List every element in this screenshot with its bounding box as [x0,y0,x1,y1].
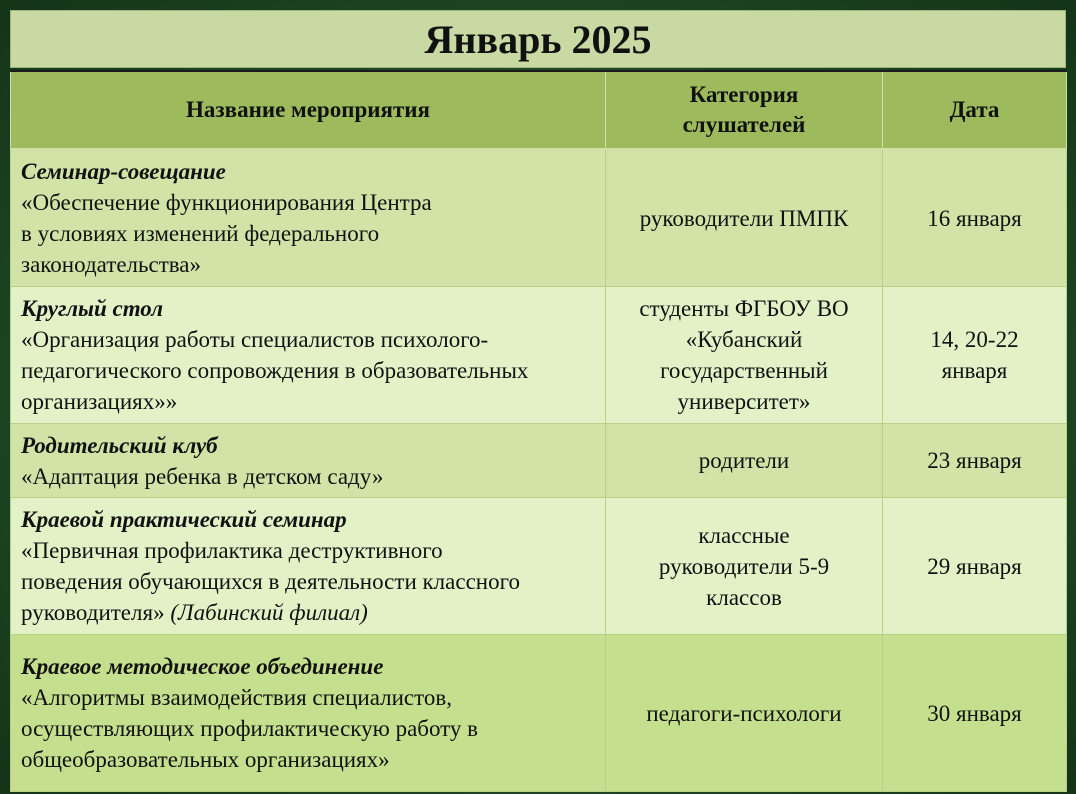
event-date-cell [883,498,1067,635]
event-name-cell [11,635,606,792]
events-table [10,70,1067,792]
header-event-name: Название мероприятия [11,71,606,149]
event-kind: Круглый стол [21,296,164,321]
table-row [11,149,1067,287]
event-category: студенты ФГБОУ ВО «Кубанский государственный университет» [639,296,849,414]
header-date: Дата [883,71,1067,149]
event-description: «Адаптация ребенка в детском саду» [21,463,384,489]
event-date: 14, 20-22 января [930,327,1019,383]
event-category-cell [606,287,883,424]
event-kind: Краевое методическое объединение [21,654,384,679]
event-date-cell [883,149,1067,287]
table-header-row [11,71,1067,149]
event-kind: Родительский клуб [21,432,218,458]
event-date: 30 января [927,700,1022,726]
event-category-cell [606,424,883,498]
event-category-cell [606,635,883,792]
event-description: «Алгоритмы взаимодействия специалистов, осуществляющих профилактическую работу в общеобразовательных организациях» [21,685,479,772]
table-row [11,498,1067,635]
table-row [11,635,1067,792]
event-name-cell [11,424,606,498]
event-branch-note: (Лабинский филиал) [170,600,368,625]
event-kind: Краевой практический семинар [21,507,347,532]
event-name-cell [11,287,606,424]
event-category-cell [606,149,883,287]
header-category: Категория слушателей [606,71,883,149]
event-category: педагоги-психологи [646,700,842,726]
table-row [11,287,1067,424]
event-date: 29 января [927,553,1022,579]
event-date-cell [883,424,1067,498]
event-kind: Семинар-совещание [21,159,226,184]
event-description: «Первичная профилактика деструктивного поведения обучающихся в деятельности классного руководителя» [21,538,520,625]
event-description: «Обеспечение функционирования Центра в условиях изменений федерального законодательства» [21,190,432,277]
event-description: «Организация работы специалистов психолого- педагогического сопровождения в образовательных организациях»» [21,327,529,414]
event-date-cell [883,287,1067,424]
event-date: 16 января [927,205,1022,231]
event-date-cell [883,635,1067,792]
event-category: руководители ПМПК [639,205,849,231]
event-category: классные руководители 5-9 классов [658,522,830,610]
event-category-cell [606,498,883,635]
page-title: Январь 2025 [10,10,1066,68]
event-name-cell [11,149,606,287]
table-row [11,424,1067,498]
event-category: родители [698,448,790,473]
event-name-cell [11,498,606,635]
event-date: 23 января [927,448,1022,473]
